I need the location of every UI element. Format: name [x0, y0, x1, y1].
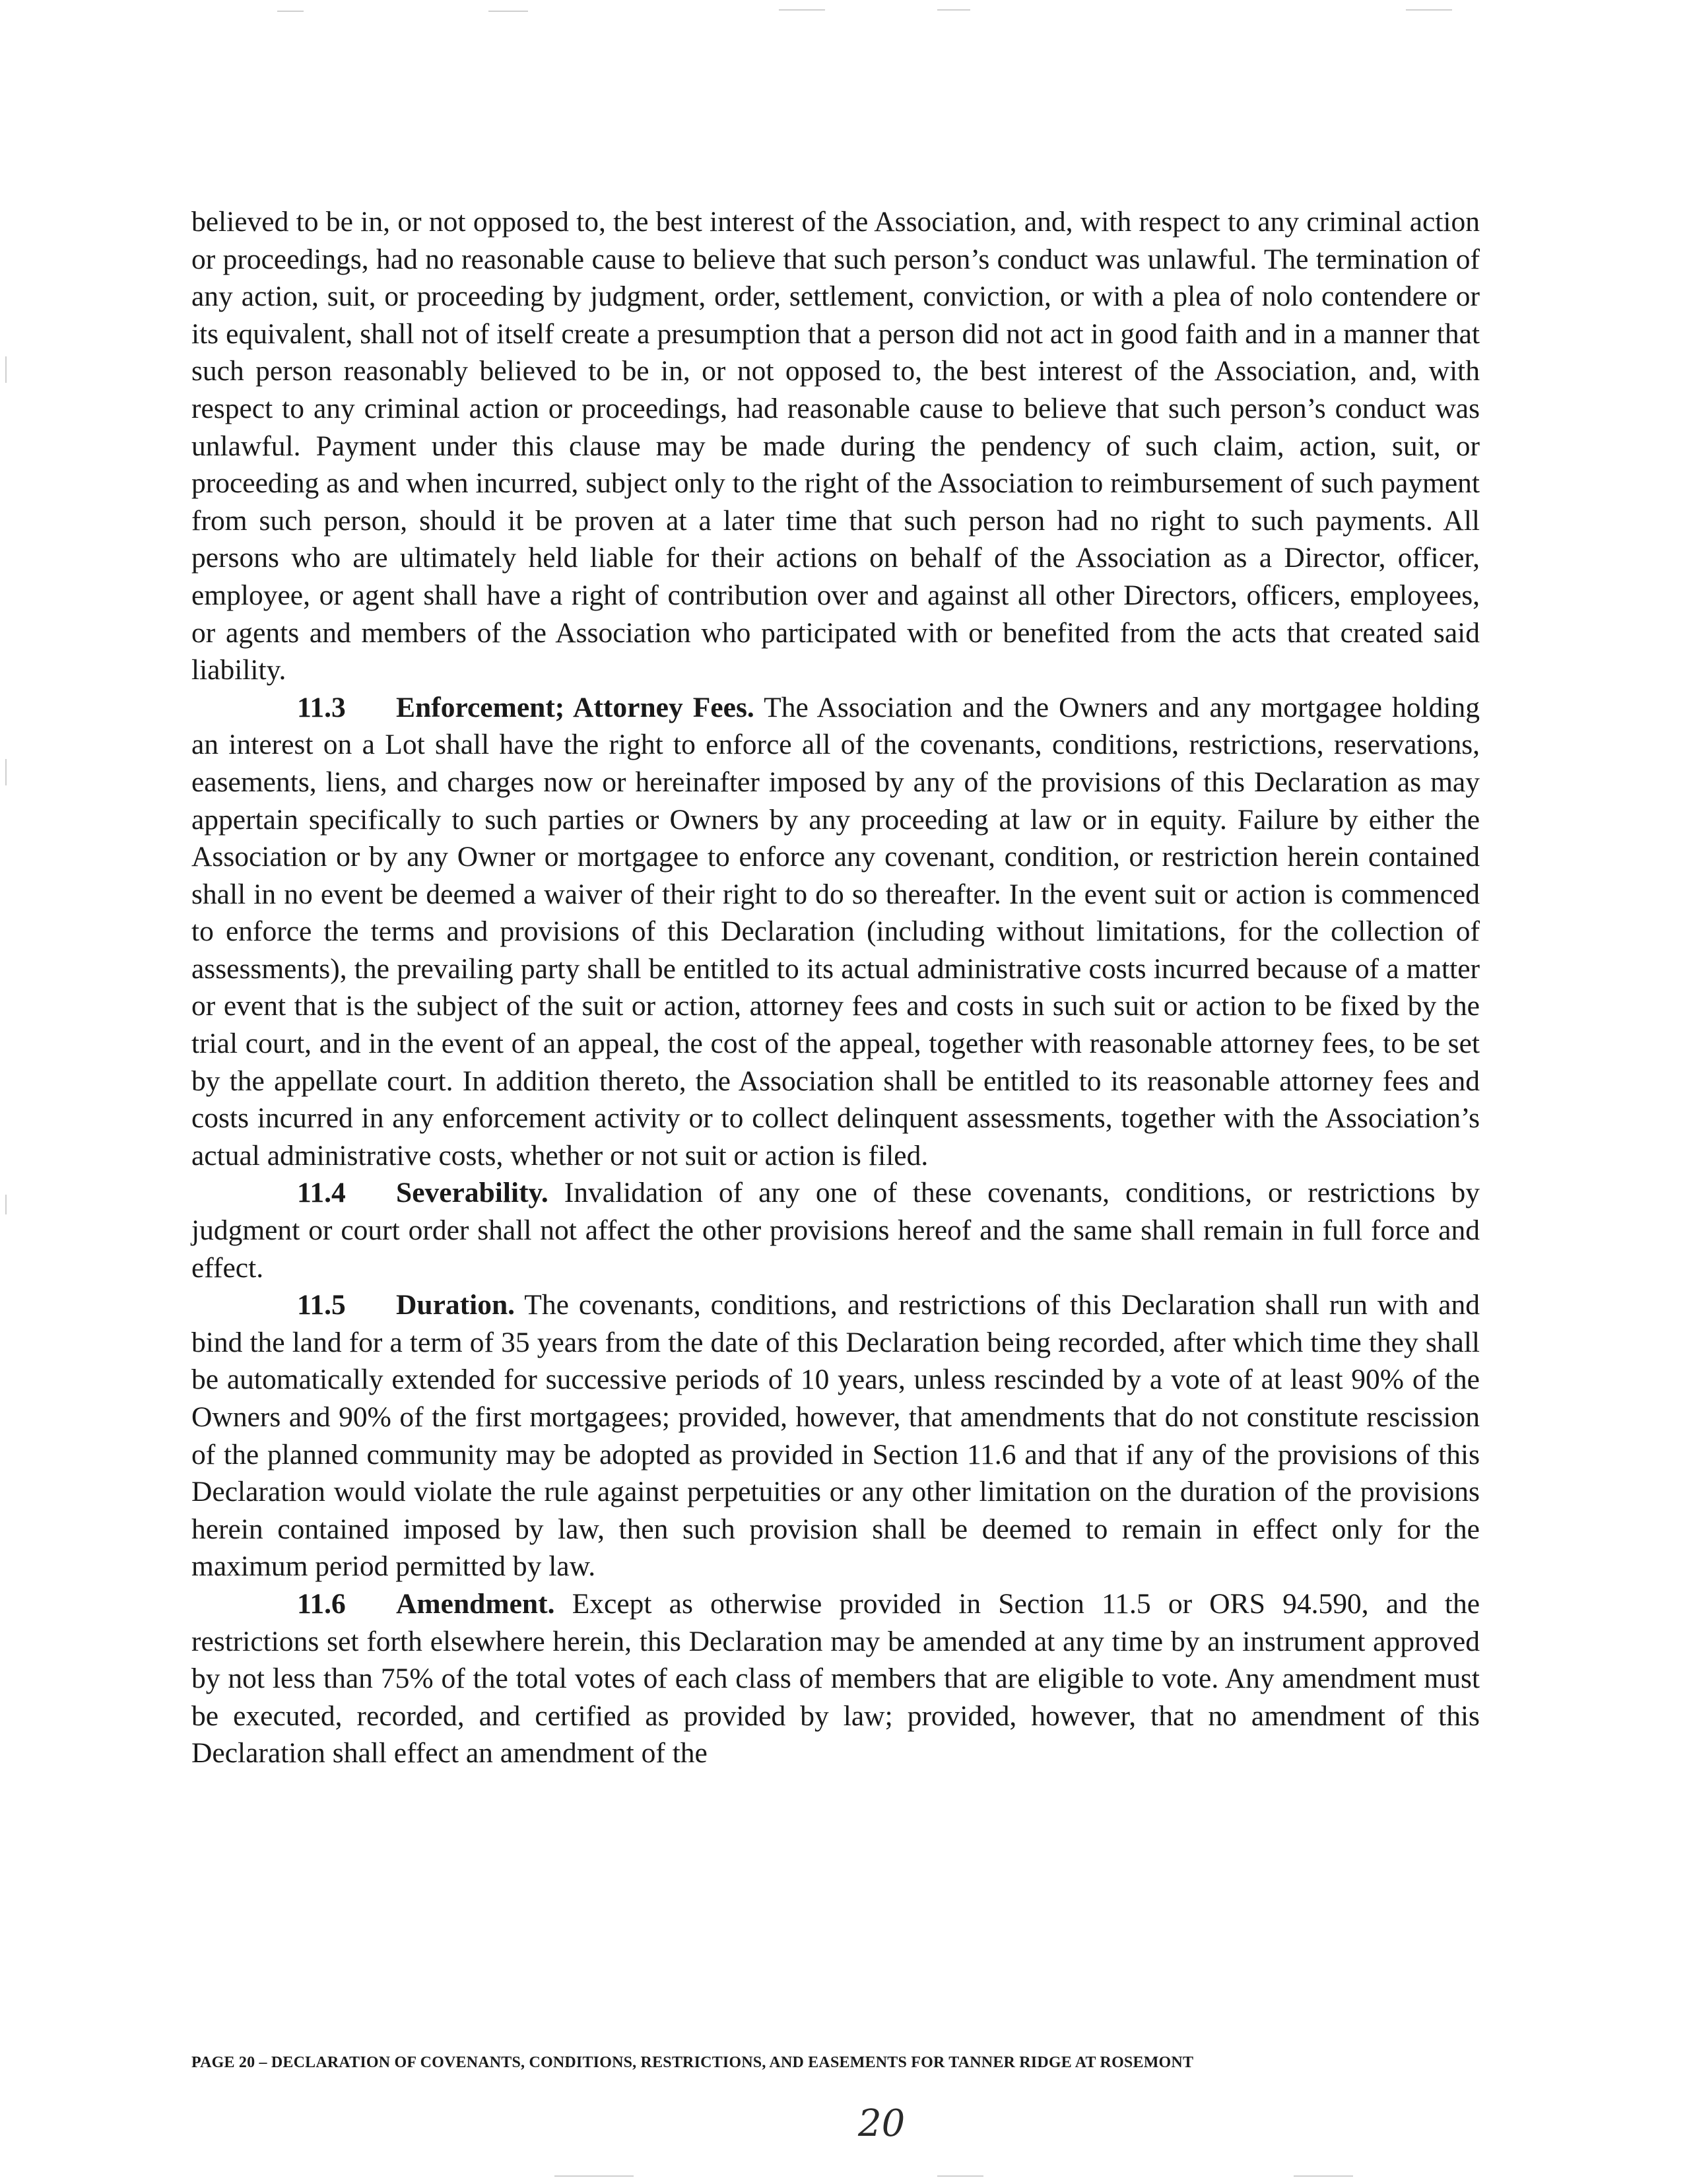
- scan-artifact: [554, 2175, 634, 2177]
- section-number: 11.3: [297, 691, 346, 723]
- section-11-4: [191, 1174, 1480, 1286]
- page-footer: PAGE 20 – DECLARATION OF COVENANTS, CONDITIONS, RESTRICTIONS, AND EASEMENTS FOR TANNER RIDGE AT ROSEMONT: [191, 2054, 1194, 2071]
- scan-artifact: [1406, 9, 1452, 11]
- scan-artifact: [5, 356, 7, 383]
- document-body: [191, 203, 1480, 1772]
- section-title: Duration.: [396, 1289, 515, 1321]
- scan-artifact: [779, 9, 825, 11]
- scan-artifact: [1294, 2175, 1353, 2177]
- section-title: Severability.: [396, 1177, 548, 1209]
- section-11-6: [191, 1585, 1480, 1772]
- section-text: Invalidation of any one of these covenants, conditions, or restrictions by judgment or court order shall not affect the other provisions hereof and the same shall remain in full force and effect.: [191, 1177, 1480, 1284]
- section-text: The covenants, conditions, and restrictions of this Declaration shall run with and bind the land for a term of 35 years from the date of this Declaration being recorded, after which time they shall be automatically extended for successive periods of 10 years, unless rescinded by a vote of at least 90% of the Owners and 90% of the first mortgagees; provided, however, that amendments that do not constitute rescission of the planned community may be adopted as provided in Section 11.6 and that if any of the provisions of this Declaration would violate the rule against perpetuities or any other limitation on the duration of the provisions herein contained imposed by law, then such provision shall be deemed to remain in effect only for the maximum period permitted by law.: [191, 1289, 1480, 1583]
- scan-artifact: [5, 1195, 7, 1214]
- section-number: 11.5: [297, 1289, 346, 1321]
- scan-artifact: [488, 11, 528, 12]
- scan-artifact: [5, 759, 7, 785]
- section-number: 11.4: [297, 1177, 346, 1209]
- section-title: Amendment.: [396, 1587, 555, 1620]
- section-11-5: [191, 1286, 1480, 1585]
- section-number: 11.6: [297, 1587, 346, 1620]
- scan-artifact: [937, 9, 970, 11]
- opening-paragraph: believed to be in, or not opposed to, the best interest of the Association, and, with respect to any criminal action or proceedings, had no reasonable cause to believe that such person’s conduct was unlawful. The termination of any action, suit, or proceeding by judgment, order, settlement, conviction, or with a plea of nolo contendere or its equivalent, shall not of itself create a presumption that a person did not act in good faith and in a manner that such person reasonably believed to be in, or not opposed to, the best interest of the Association, and, with respect to any criminal action or proceedings, had reasonable cause to believe that such person’s conduct was unlawful. Payment under this clause may be made during the pendency of such claim, action, suit, or proceeding as and when incurred, subject only to the right of the Association to reimbursement of such payment from such person, should it be proven at a later time that such person had no right to such payments. All persons who are ultimately held liable for their actions on behalf of the Association as a Director, officer, employee, or agent shall have a right of contribution over and against all other Directors, officers, employees, or agents and members of the Association who participated with or benefited from the acts that created said liability.: [191, 206, 1480, 686]
- section-11-3: [191, 689, 1480, 1175]
- section-text: Except as otherwise provided in Section 11.5 or ORS 94.590, and the restrictions set forth elsewhere herein, this Declaration may be amended at any time by an instrument approved by not less than 75% of the total votes of each class of members that are eligible to vote. Any amendment must be executed, recorded, and certified as provided by law; provided, however, that no amendment of this Declaration shall effect an amendment of the: [191, 1587, 1480, 1770]
- handwritten-page-number: 20: [858, 2102, 906, 2145]
- section-text: The Association and the Owners and any mortgagee holding an interest on a Lot shall have the right to enforce all of the covenants, conditions, restrictions, reservations, easements, liens, and charges now or hereinafter imposed by any of the provisions of this Declaration as may appertain specifically to such parties or Owners by any proceeding at law or in equity. Failure by either the Association or by any Owner or mortgagee to enforce any covenant, condition, or restriction herein contained shall in no event be deemed a waiver of their right to do so thereafter. In the event suit or action is commenced to enforce the terms and provisions of this Declaration (including without limitations, for the collection of assessments), the prevailing party shall be entitled to its actual administrative costs incurred because of a matter or event that is the subject of the suit or action, attorney fees and costs in such suit or action to be fixed by the trial court, and in the event of an appeal, the cost of the appeal, together with reasonable attorney fees, to be set by the appellate court. In addition thereto, the Association shall be entitled to its reasonable attorney fees and costs incurred in any enforcement activity or to collect delinquent assessments, together with the Association’s actual administrative costs, whether or not suit or action is filed.: [191, 691, 1480, 1172]
- scan-artifact: [937, 2175, 983, 2177]
- scan-artifact: [277, 11, 304, 12]
- section-title: Enforcement; Attorney Fees.: [396, 691, 754, 723]
